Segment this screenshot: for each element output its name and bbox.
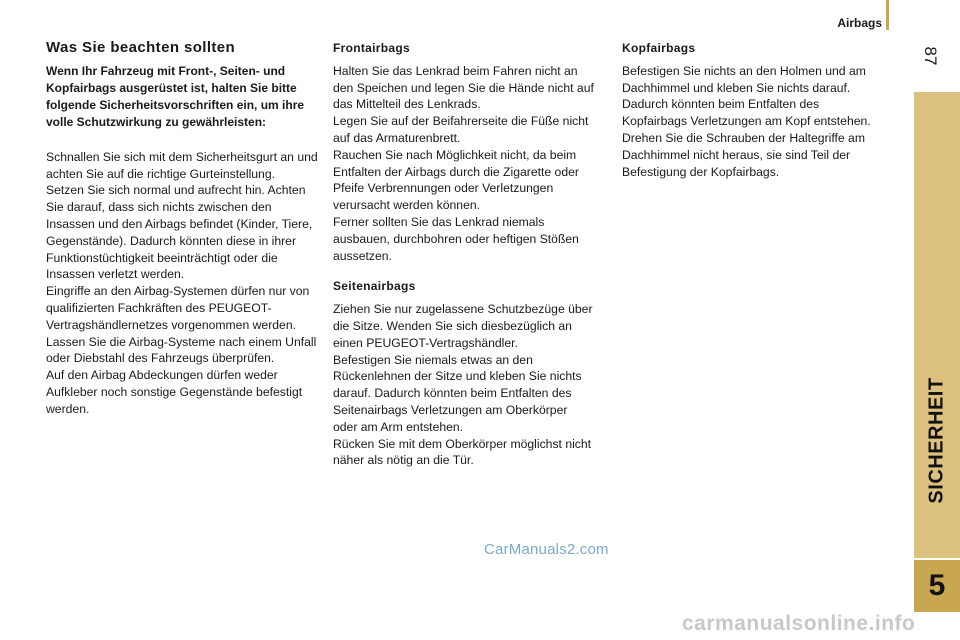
column-1	[46, 40, 318, 418]
paragraph: Lassen Sie die Airbag-Systeme nach einem Unfall oder Diebstahl des Fahrzeugs überprüfen.	[46, 334, 317, 366]
paragraph: Drehen Sie die Schrauben der Haltegriffe am Dachhimmel nicht heraus, sie sind Teil der Befestigung der Kopfairbags.	[622, 130, 865, 179]
header-title: Airbags	[837, 16, 882, 30]
section-title: Frontairbags	[333, 41, 410, 55]
paragraph: Befestigen Sie nichts an den Holmen und am Dachhimmel und kleben Sie nichts darauf. Dadurch könnten beim Entfalten des Kopfairbags Verletzungen am Kopf entstehen.	[622, 63, 871, 129]
page-number: 87	[921, 46, 940, 66]
paragraph: Auf den Airbag Abdeckungen dürfen weder Aufkleber noch sonstige Gegenstände befestigt werden.	[46, 368, 303, 416]
side-tab-label: SICHERHEIT	[925, 376, 948, 504]
section-title: Kopfairbags	[622, 41, 696, 55]
watermark-carmanualsonline[interactable]: carmanualsonline.info	[682, 612, 916, 635]
side-tab-label-wrap	[914, 330, 960, 550]
section-kopfairbags	[622, 40, 884, 180]
paragraph: Befestigen Sie niemals etwas an den Rückenlehnen der Sitze und kleben Sie nichts darauf. Dadurch könnten beim Entfalten des Seitenairbags Verletzungen am Oberkörper oder am Arm entstehen.	[333, 352, 582, 434]
header-accent-bar	[886, 0, 889, 30]
paragraph: Schnallen Sie sich mit dem Sicherheitsgurt an und achten Sie auf die richtige Gurteinstellung.	[46, 149, 318, 181]
section-title: Seitenairbags	[333, 279, 416, 294]
chapter-number-box	[914, 560, 960, 612]
watermark-carmanuals2[interactable]: CarManuals2.com	[484, 541, 609, 558]
paragraph: Halten Sie das Lenkrad beim Fahren nicht an den Speichen und legen Sie die Hände nicht auf das Mittelteil des Lenkrads.	[333, 63, 594, 112]
column-2	[333, 40, 595, 483]
paragraph: Ferner sollten Sie das Lenkrad niemals ausbauen, durchbohren oder heftigen Stößen aussetzen.	[333, 214, 579, 263]
main-title: Was Sie beachten sollten	[46, 39, 236, 56]
intro-text: Wenn Ihr Fahrzeug mit Front-, Seiten- und Kopfairbags ausgerüstet ist, halten Sie bitte folgende Sicherheitsvorschriften ein, um ihre volle Schutzwirkung zu gewährleisten:	[46, 63, 305, 129]
paragraph: Ziehen Sie nur zugelassene Schutzbezüge über die Sitze. Wenden Sie sich diesbezüglich an einen PEUGEOT-Vertragshändler.	[333, 302, 593, 350]
paragraph: Eingriffe an den Airbag-Systemen dürfen nur von qualifizierten Fachkräften des PEUGEOT-Vertragshändlernetzes vorgenommen werden.	[46, 284, 310, 332]
section-frontairbags	[333, 40, 595, 264]
paragraph: Rauchen Sie nach Möglichkeit nicht, da beim Entfalten der Airbags durch die Zigarette oder Pfeife Verbrennungen oder Verletzungen verursacht werden können.	[333, 147, 579, 213]
chapter-number: 5	[928, 569, 946, 602]
paragraph: Legen Sie auf der Beifahrerseite die Füße nicht auf das Armaturenbrett.	[333, 114, 589, 145]
column-3	[622, 40, 884, 194]
paragraph: Setzen Sie sich normal und aufrecht hin. Achten Sie darauf, dass sich nichts zwischen den Insassen und den Airbags befindet (Kinder, Tiere, Gegenstände). Dadurch könnten diese in ihrer Funktionstüchtigkeit beeinträchtigt oder die Insassen verletzt werden.	[46, 183, 313, 282]
section-seitenairbags	[333, 278, 595, 469]
paragraph: Rücken Sie mit dem Oberkörper möglichst nicht näher als nötig an die Tür.	[333, 436, 592, 468]
